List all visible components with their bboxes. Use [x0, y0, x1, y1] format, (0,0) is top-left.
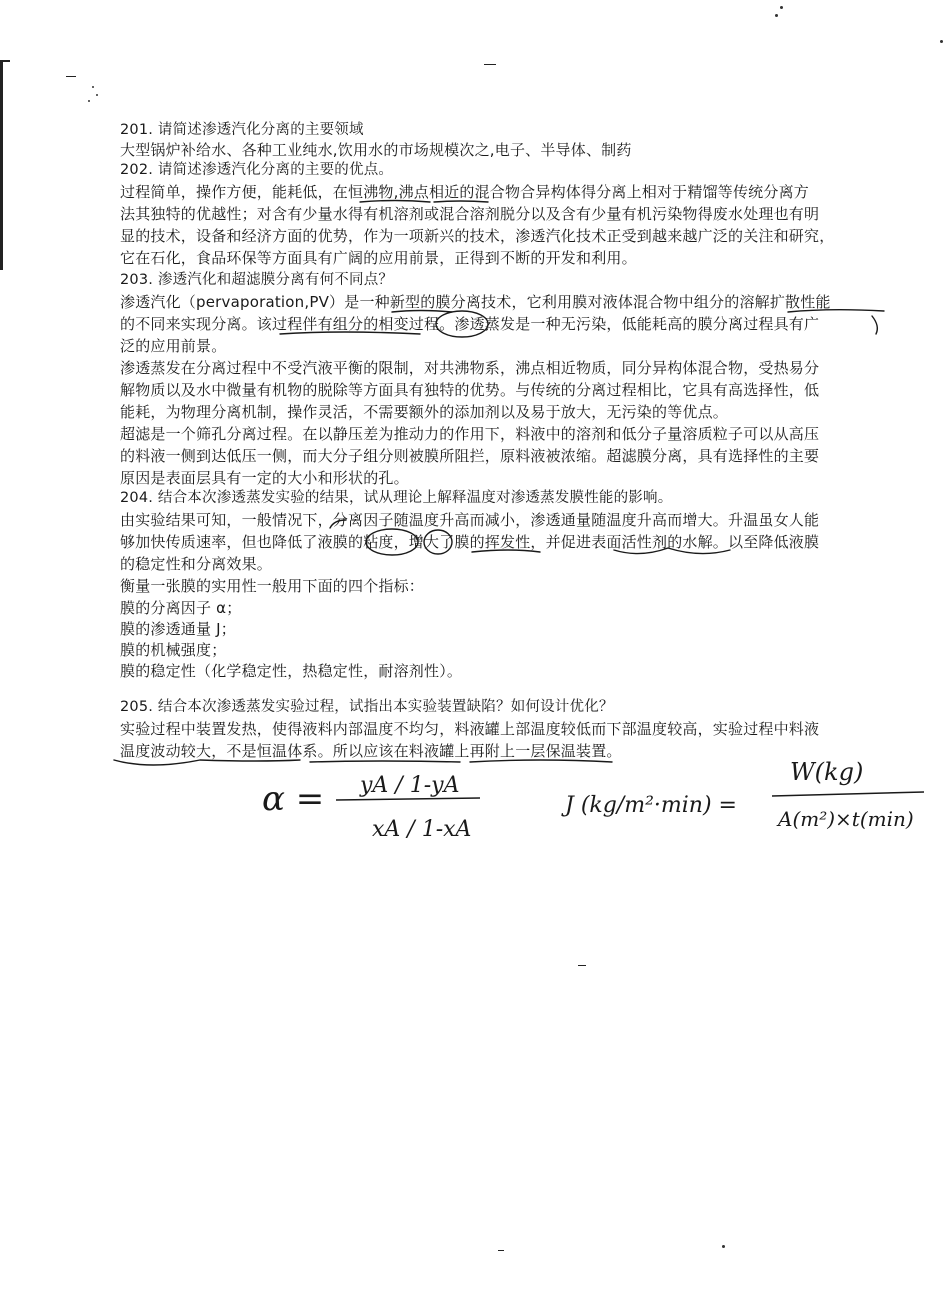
- answer-205-line-2: 温度波动较大，不是恒温体系。所以应该在料液罐上再附上一层保温装置。: [120, 742, 622, 760]
- answer-204-line-5: 膜的分离因子 α；: [120, 599, 242, 617]
- underline-mark: [114, 760, 300, 765]
- answer-203-line-5: 解物质以及水中微量有机物的脱除等方面具有独特的优势。与传统的分离过程相比，它具有高选择性，低: [120, 381, 820, 399]
- underline-mark: [434, 201, 488, 202]
- answer-203-line-7: 超滤是一个筛孔分离过程。在以静压差为推动力的作用下，料液中的溶剂和低分子量溶质粒子可以从高压: [120, 425, 820, 443]
- answer-202-line-3: 显的技术，设备和经济方面的优势，作为一项新兴的技术，渗透汽化技术正受到越来越广泛的关注和研究，: [120, 227, 835, 245]
- answer-204-line-2: 够加快传质速率，但也降低了液膜的粘度，增大了膜的挥发性，并促进表面活性剂的水解。以至降低液膜: [120, 533, 820, 551]
- answer-204-line-1: 由实验结果可知，一般情况下，分离因子随温度升高而减小，渗透通量随温度升高而增大。升温虽女人能: [120, 511, 820, 529]
- flux-formula: [561, 758, 924, 831]
- answer-204-line-8: 膜的稳定性（化学稳定性，热稳定性，耐溶剂性）。: [120, 662, 463, 680]
- question-202: 202. 请简述渗透汽化分离的主要的优点。: [120, 162, 394, 178]
- answer-203-line-2: 的不同来实现分离。该过程伴有组分的相变过程。渗透蒸发是一种无污染，低能耗高的膜分离过程具有广: [120, 315, 820, 333]
- answer-204-line-4: 衡量一张膜的实用性一般用下面的四个指标：: [120, 577, 425, 595]
- question-205: 205. 结合本次渗透蒸发实验过程，试指出本实验装置缺陷？如何设计优化？: [120, 699, 614, 715]
- answer-203-line-8: 的料液一侧到达低压一侧，而大分子组分则被膜所阻拦，原料液被浓缩。超滤膜分离，具有选择性的主要: [120, 447, 820, 465]
- answer-201: 大型锅炉补给水、各种工业纯水,饮用水的市场规模次之,电子、半导体、制药: [120, 141, 632, 159]
- question-204: 204. 结合本次渗透蒸发实验的结果，试从理论上解释温度对渗透蒸发膜性能的影响。: [120, 490, 673, 506]
- underline-mark: [472, 550, 540, 552]
- underline-mark: [614, 548, 730, 554]
- flux-lhs: J (kg/m²·min) =: [565, 793, 737, 818]
- underline-mark: [330, 520, 346, 528]
- underline-mark: [392, 311, 452, 313]
- answer-203-line-9: 原因是表面层具有一定的大小和形状的孔。: [120, 469, 409, 487]
- alpha-denominator: xA / 1-xA: [372, 817, 472, 842]
- question-203: 203. 渗透汽化和超滤膜分离有何不同点？: [120, 272, 394, 288]
- answer-205-line-1: 实验过程中装置发热，使得液料内部温度不均匀，料液罐上部温度较低而下部温度较高，实验过程中料液: [120, 720, 820, 738]
- answer-202-line-2: 法其独特的优越性；对含有少量水得有机溶剂或混合溶剂脱分以及含有少量有机污染物得废水处理也有明: [120, 205, 820, 223]
- circle-mark: [424, 530, 452, 554]
- answer-204-line-6: 膜的渗透通量 J；: [120, 620, 236, 638]
- answer-202-line-4: 它在石化，食品环保等方面具有广阔的应用前景，正得到不断的开发和利用。: [120, 249, 637, 267]
- alpha-numerator: yA / 1-yA: [360, 773, 460, 798]
- underline-mark: [280, 332, 420, 334]
- underline-mark: [310, 761, 460, 762]
- flux-numerator: W(kg): [790, 758, 864, 786]
- answer-203-line-6: 能耗，为物理分离机制，操作灵活，不需要额外的添加剂以及易于放大，无污染的等优点。: [120, 403, 729, 421]
- fraction-bar: [772, 792, 924, 796]
- underline-mark: [470, 760, 612, 762]
- alpha-formula: [262, 773, 480, 842]
- question-201: 201. 请简述渗透汽化分离的主要领域: [120, 122, 364, 138]
- underline-mark: [360, 201, 430, 203]
- answer-204-line-3: 的稳定性和分离效果。: [120, 555, 273, 573]
- answer-203-line-4: 渗透蒸发在分离过程中不受汽液平衡的限制，对共沸物系，沸点相近物质，同分异构体混合物，受热易分: [120, 359, 820, 377]
- flux-denominator: A(m²)×t(min): [778, 807, 914, 831]
- answer-203-line-1: 渗透汽化（pervaporation,PV）是一种新型的膜分离技术，它利用膜对液体混合物中组分的溶解扩散性能: [120, 293, 831, 311]
- answer-203-line-3: 泛的应用前景。: [120, 337, 227, 355]
- answer-202-line-1: 过程简单，操作方便，能耗低，在恒沸物,沸点相近的混合物合异构体得分离上相对于精馏等传统分离方: [120, 183, 809, 201]
- underline-mark: [872, 316, 877, 334]
- fraction-bar: [336, 798, 480, 800]
- alpha-lhs: α =: [262, 779, 325, 819]
- underline-mark: [788, 310, 884, 312]
- circle-mark: [436, 311, 488, 337]
- answer-204-line-7: 膜的机械强度；: [120, 641, 227, 659]
- circle-mark: [366, 529, 418, 555]
